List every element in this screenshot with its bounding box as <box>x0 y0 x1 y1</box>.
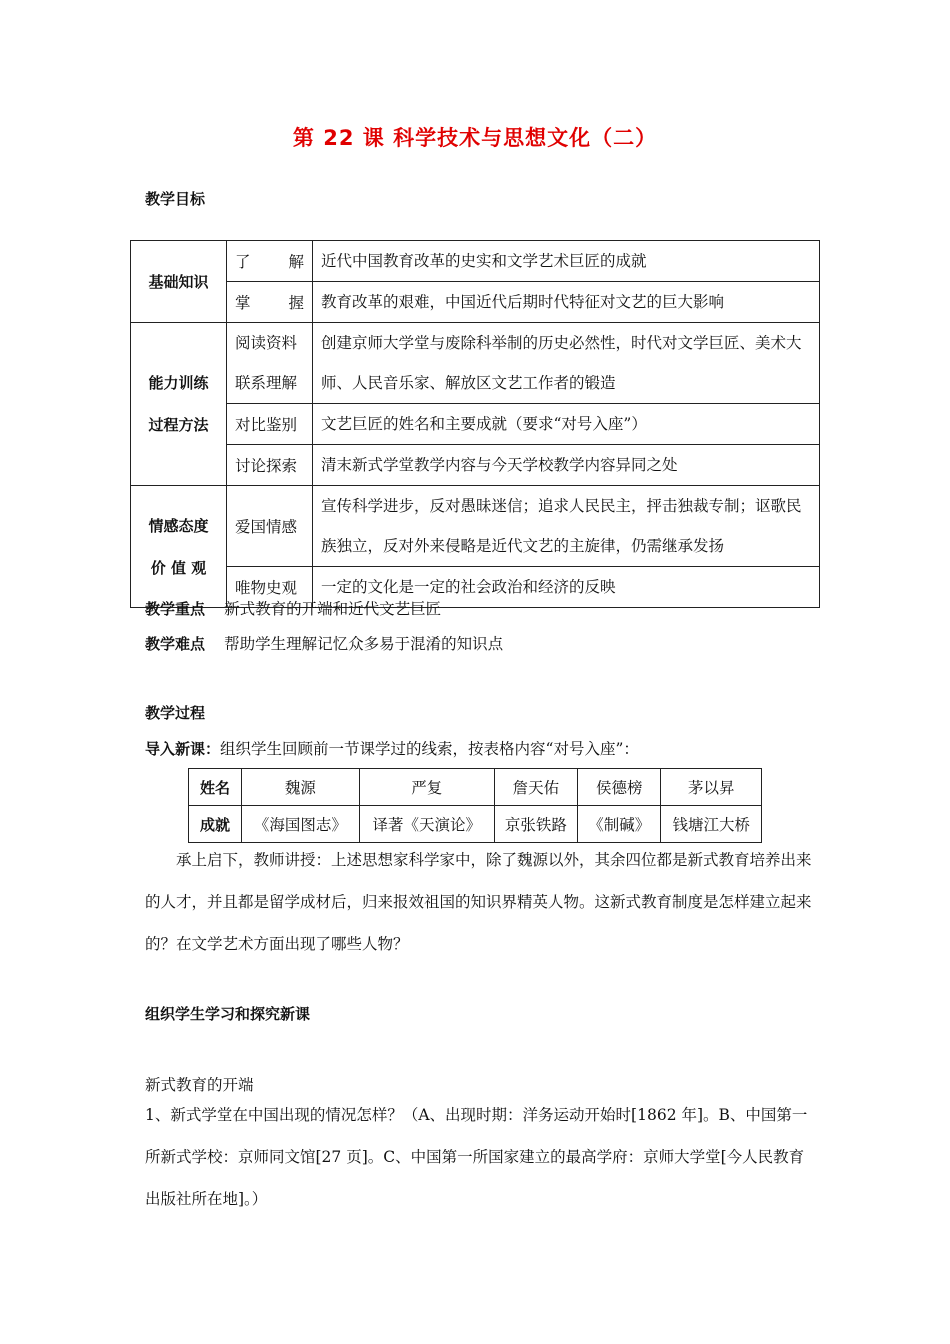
page-title: 第 22 课 科学技术与思想文化（二） <box>292 126 658 150</box>
focus-label: 教学重点 <box>145 600 206 618</box>
table-cell: 译著《天演论》 <box>359 806 494 843</box>
sub-compare: 对比鉴别 <box>227 404 313 445</box>
row-header-achievement: 成就 <box>189 806 242 843</box>
objective-text: 创建京师大学堂与废除科举制的历史必然性，时代对文学巨匠、美术大师、人民音乐家、解放区文艺工作者的锻造 <box>313 323 820 404</box>
table-cell: 茅以昇 <box>661 769 762 806</box>
sub-patriotism: 爱国情感 <box>227 486 313 567</box>
section-heading: 组织学生学习和探究新课 <box>145 1005 311 1023</box>
transition-paragraph: 承上启下，教师讲授：上述思想家科学家中，除了魏源以外，其余四位都是新式教育培养出来的人才，并且都是留学成材后，归来报效祖国的知识界精英人物。这新式教育制度是怎样建立起来的？在文学艺术方面出现了哪些人物？ <box>145 851 812 953</box>
objective-text: 文艺巨匠的姓名和主要成就（要求“对号入座”） <box>313 404 820 445</box>
table-cell: 侯德榜 <box>578 769 661 806</box>
intro-line <box>145 737 639 759</box>
table-cell: 詹天佑 <box>494 769 577 806</box>
question-1: 1、新式学堂在中国出现的情况怎样？（A、出现时期：洋务运动开始时[1862 年]。B、中国第一所新式学校：京师同文馆[27 页]。C、中国第一所国家建立的最高学府：京师大学堂[今人民教育出版社所在地]。） <box>145 1106 808 1208</box>
difficulty-line <box>145 632 503 654</box>
category-emotion: 情感态度 价 值 观 <box>131 486 227 608</box>
category-ability: 能力训练 过程方法 <box>131 323 227 486</box>
subsection-title: 新式教育的开端 <box>145 1076 254 1094</box>
objective-text: 清末新式学堂教学内容与今天学校教学内容异同之处 <box>313 445 820 486</box>
difficulty-label: 教学难点 <box>145 635 206 653</box>
intro-label: 导入新课： <box>145 740 221 758</box>
sub-discuss: 讨论探索 <box>227 445 313 486</box>
objective-text: 近代中国教育改革的史实和文学艺术巨匠的成就 <box>313 241 820 282</box>
sub-materialism: 唯物史观 <box>227 567 313 608</box>
objectives-heading: 教学目标 <box>145 190 206 208</box>
sub-master: 掌 握 <box>227 282 313 323</box>
objective-text: 宣传科学进步，反对愚昧迷信；追求人民民主，抨击独裁专制；讴歌民族独立，反对外来侵略是近代文艺的主旋律，仍需继承发扬 <box>313 486 820 567</box>
table-cell: 钱塘江大桥 <box>661 806 762 843</box>
table-cell: 魏源 <box>242 769 360 806</box>
sub-understand: 了 解 <box>227 241 313 282</box>
names-table <box>188 768 762 843</box>
objective-text: 教育改革的艰难，中国近代后期时代特征对文艺的巨大影响 <box>313 282 820 323</box>
focus-line <box>145 597 441 619</box>
table-cell: 《制碱》 <box>578 806 661 843</box>
table-cell: 京张铁路 <box>494 806 577 843</box>
objective-text: 一定的文化是一定的社会政治和经济的反映 <box>313 567 820 608</box>
category-basic: 基础知识 <box>131 241 227 323</box>
sub-reading: 阅读资料 联系理解 <box>227 323 313 404</box>
table-cell: 《海国图志》 <box>242 806 360 843</box>
row-header-name: 姓名 <box>189 769 242 806</box>
objectives-table <box>130 240 820 608</box>
table-cell: 严复 <box>359 769 494 806</box>
focus-text: 新式教育的开端和近代文艺巨匠 <box>224 600 442 618</box>
intro-text: 组织学生回顾前一节课学过的线索，按表格内容“对号入座”： <box>220 740 639 758</box>
difficulty-text: 帮助学生理解记忆众多易于混淆的知识点 <box>224 635 504 653</box>
process-heading: 教学过程 <box>145 704 206 722</box>
